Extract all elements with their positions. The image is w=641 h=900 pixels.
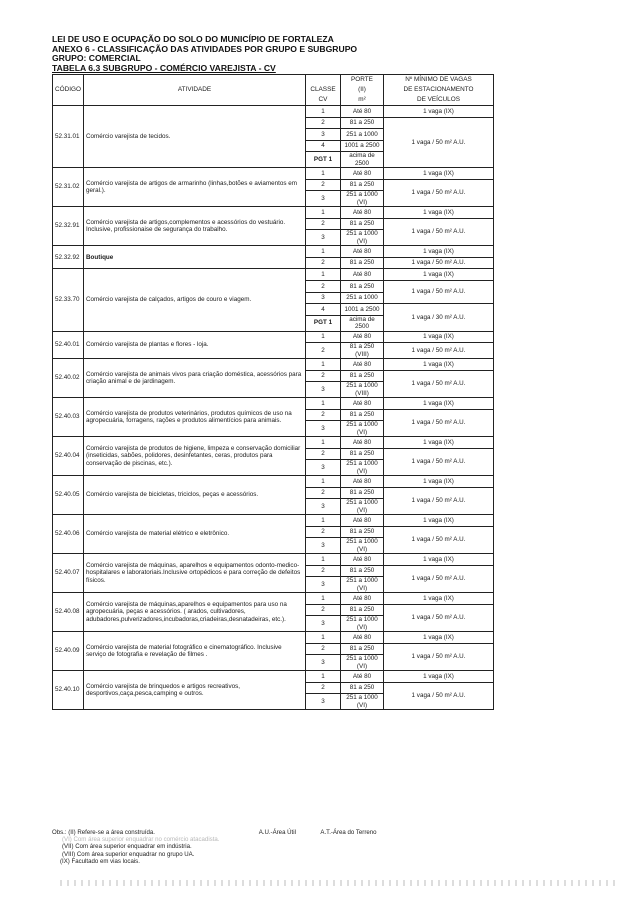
porte-cell	[341, 257, 384, 269]
footnote-vi: (VI) Com área superior enquadrar no comércio atacadista.	[62, 836, 220, 844]
porte-cell	[341, 577, 384, 593]
classe-cell: 1	[306, 670, 341, 682]
porte-cell	[341, 643, 384, 655]
footnotes	[52, 829, 377, 865]
vagas-cell: 1 vaga / 50 m² A.U.	[384, 257, 494, 269]
porte-value: 81 a 250	[349, 684, 375, 692]
porte-cell	[341, 499, 384, 515]
porte-note: (VI)	[356, 623, 368, 631]
table-title: TABELA 6.3 SUBGRUPO - COMÉRCIO VAREJISTA - CV	[52, 62, 276, 73]
activity-code: 52.40.10	[53, 670, 84, 709]
activity-code: 52.31.01	[53, 106, 84, 168]
porte-cell	[341, 526, 384, 538]
activity-code: 52.40.05	[53, 475, 84, 514]
classe-cell: 2	[306, 487, 341, 499]
porte-value: Até 80	[352, 399, 372, 407]
porte-cell	[341, 436, 384, 448]
vagas-cell: 1 vaga (IX)	[384, 168, 494, 180]
classe-cell: 1	[306, 592, 341, 604]
porte-cell	[341, 409, 384, 421]
vagas-cell: 1 vaga / 50 m² A.U.	[384, 117, 494, 168]
activity-code: 52.40.09	[53, 631, 84, 670]
porte-cell	[341, 179, 384, 191]
porte-value: Até 80	[352, 208, 372, 216]
porte-cell	[341, 448, 384, 460]
activity-code: 52.32.91	[53, 207, 84, 246]
table-row	[53, 631, 494, 643]
porte-cell	[341, 280, 384, 292]
classe-cell: 3	[306, 538, 341, 554]
classe-cell: 2	[306, 257, 341, 269]
vagas-cell: 1 vaga / 50 m² A.U.	[384, 487, 494, 514]
vagas-cell: 1 vaga (IX)	[384, 475, 494, 487]
porte-cell	[341, 370, 384, 382]
porte-cell	[341, 604, 384, 616]
porte-value: 251 a 1000	[346, 577, 378, 585]
vagas-cell: 1 vaga / 30 m² A.U.	[384, 304, 494, 331]
classe-cell: 3	[306, 577, 341, 593]
porte-note: (VI)	[356, 237, 368, 245]
document-header	[52, 35, 357, 73]
vagas-cell: 1 vaga / 50 m² A.U.	[384, 280, 494, 303]
activity-description: Comércio varejista de material fotográfico e cinematográfico. Inclusive serviço de fotografia e revelação de filmes .	[84, 631, 306, 670]
header-atividade: ATIVIDADE	[84, 75, 306, 106]
porte-cell	[341, 292, 384, 304]
classe-cell: 2	[306, 682, 341, 694]
classe-cell: 1	[306, 358, 341, 370]
classe-cell: PGT 1	[306, 152, 341, 168]
porte-note: (VI)	[356, 662, 368, 670]
porte-value: 251 a 1000	[346, 230, 378, 238]
porte-value: 81 a 250	[349, 450, 375, 458]
table-row	[53, 207, 494, 219]
porte-value: 81 a 250	[349, 343, 375, 351]
porte-cell	[341, 421, 384, 437]
footnote-vii: (VII) Com área superior enquadrar em indústria.	[62, 843, 192, 851]
footnote-ix: (IX) Facultado em vias locais.	[60, 857, 140, 865]
classe-cell: 1	[306, 553, 341, 565]
scan-noise	[60, 880, 620, 886]
porte-value: acima de 2500	[349, 152, 375, 167]
activity-description: Comércio varejista de máquinas, aparelhos e equipamentos odonto-medico-hospitalares e laboratoriais.Inclusive ortopédicos e para correção de defeitos físicos.	[84, 553, 306, 592]
table-row	[53, 475, 494, 487]
classe-cell: 1	[306, 168, 341, 180]
table-row	[53, 358, 494, 370]
group-title: GRUPO: COMERCIAL	[52, 53, 141, 64]
porte-cell	[341, 565, 384, 577]
porte-value: Até 80	[352, 333, 372, 341]
porte-cell	[341, 152, 384, 168]
activity-description: Comércio varejista de produtos de higiene, limpeza e conservação domiciliar (inseticidas, sabões, polidores, desinfetantes, ceras, produtos para conservação de piscinas, etc.).	[84, 436, 306, 475]
classe-cell: 2	[306, 409, 341, 421]
classe-cell: 3	[306, 292, 341, 304]
classe-cell: 2	[306, 343, 341, 359]
porte-note: (VI)	[356, 506, 368, 514]
table-row	[53, 514, 494, 526]
activity-code: 52.33.70	[53, 269, 84, 331]
porte-value: Até 80	[352, 169, 372, 177]
activity-description: Comércio varejista de brinquedos e artigos recreativos, desportivos,caça,pesca,camping e outros.	[84, 670, 306, 709]
law-title: LEI DE USO E OCUPAÇÃO DO SOLO DO MUNICÍPIO DE FORTALEZA	[52, 34, 334, 44]
activity-code: 52.40.08	[53, 592, 84, 631]
classe-cell: 2	[306, 448, 341, 460]
classe-cell: 1	[306, 631, 341, 643]
porte-cell	[341, 631, 384, 643]
porte-cell	[341, 191, 384, 207]
activity-description: Comércio varejista de animais vivos para criação doméstica, acessórios para criação animal e de jardinagem.	[84, 358, 306, 397]
header-classe: CLASSE	[306, 85, 341, 95]
footnote-au: A.U.-Área Útil	[258, 829, 296, 836]
porte-cell	[341, 397, 384, 409]
vagas-cell: 1 vaga (IX)	[384, 436, 494, 448]
footnote-ii: Obs.: (II) Refere-se a área construída.	[52, 829, 155, 836]
porte-cell	[341, 682, 384, 694]
vagas-cell: 1 vaga (IX)	[384, 592, 494, 604]
porte-cell	[341, 382, 384, 398]
porte-value: 251 a 1000	[346, 130, 378, 138]
porte-value: 251 a 1000	[346, 421, 378, 429]
vagas-cell: 1 vaga / 50 m² A.U.	[384, 604, 494, 631]
porte-value: Até 80	[352, 270, 372, 278]
classe-cell: 2	[306, 526, 341, 538]
table-row	[53, 331, 494, 343]
classe-cell: 4	[306, 140, 341, 152]
porte-value: 251 a 1000	[346, 294, 378, 302]
porte-value: Até 80	[352, 516, 372, 524]
header-vagas-line2: DE ESTACIONAMENTO	[384, 85, 494, 95]
table-row	[53, 436, 494, 448]
porte-value: Até 80	[352, 555, 372, 563]
classe-cell: 1	[306, 397, 341, 409]
porte-value: 81 a 250	[349, 528, 375, 536]
porte-value: 81 a 250	[349, 119, 375, 127]
porte-cell	[341, 207, 384, 219]
porte-value: 81 a 250	[349, 411, 375, 419]
table-row	[53, 106, 494, 118]
classe-cell: 1	[306, 475, 341, 487]
activity-description: Comércio varejista de produtos veterinários, produtos químicos de uso na agropecuária, forragens, rações e produtos alimentícios para animais.	[84, 397, 306, 436]
porte-value: 251 a 1000	[346, 382, 378, 390]
activity-description: Comércio varejista de plantas e flores - loja.	[84, 331, 306, 358]
porte-value: 251 a 1000	[346, 616, 378, 624]
activity-description: Comércio varejista de artigos de armarinho (linhas,botões e aviamentos em geral.).	[84, 168, 306, 207]
activity-code: 52.40.03	[53, 397, 84, 436]
porte-cell	[341, 343, 384, 359]
classe-cell: 3	[306, 616, 341, 632]
activity-description: Comércio varejista de máquinas,aparelhos e equipamentos para uso na agropecuária, peças e acessórios. ( arados, cultivadores, adubadores,pulverizadores,incubadoras,criadeiras,desnatadeiras, etc.).	[84, 592, 306, 631]
porte-value: 81 a 250	[349, 489, 375, 497]
porte-cell	[341, 670, 384, 682]
classe-cell: 3	[306, 129, 341, 141]
porte-value: 81 a 250	[349, 606, 375, 614]
classe-cell: 3	[306, 191, 341, 207]
classe-cell: 1	[306, 436, 341, 448]
classe-cell: 3	[306, 230, 341, 246]
porte-cell	[341, 218, 384, 230]
porte-value: Até 80	[352, 672, 372, 680]
classe-cell: 2	[306, 218, 341, 230]
table-body	[53, 106, 494, 710]
header-porte-line3: m²	[341, 95, 384, 106]
porte-note: (VI)	[356, 584, 368, 592]
header-vagas-line3: DE VEÍCULOS	[384, 95, 494, 106]
porte-note: (VI)	[356, 545, 368, 553]
table-row	[53, 246, 494, 258]
vagas-cell: 1 vaga (IX)	[384, 106, 494, 118]
vagas-cell: 1 vaga (IX)	[384, 397, 494, 409]
classe-cell: 1	[306, 514, 341, 526]
vagas-cell: 1 vaga / 50 m² A.U.	[384, 218, 494, 245]
vagas-cell: 1 vaga (IX)	[384, 631, 494, 643]
classe-cell: 3	[306, 460, 341, 476]
porte-value: 81 a 250	[349, 567, 375, 575]
porte-cell	[341, 487, 384, 499]
activity-description: Comércio varejista de bicicletas, triciclos, peças e acessórios.	[84, 475, 306, 514]
vagas-cell: 1 vaga (IX)	[384, 553, 494, 565]
vagas-cell: 1 vaga / 50 m² A.U.	[384, 448, 494, 475]
porte-cell	[341, 616, 384, 632]
porte-value: Até 80	[352, 107, 372, 115]
porte-value: Até 80	[352, 360, 372, 368]
activity-code: 52.31.02	[53, 168, 84, 207]
activity-description: Comércio varejista de tecidos.	[84, 106, 306, 168]
classe-cell: 3	[306, 694, 341, 710]
vagas-cell: 1 vaga (IX)	[384, 331, 494, 343]
porte-value: 1001 a 2500	[344, 142, 380, 150]
porte-cell	[341, 129, 384, 141]
porte-value: 81 a 250	[349, 645, 375, 653]
classe-cell: 2	[306, 643, 341, 655]
annex-title: ANEXO 6 - CLASSIFICAÇÃO DAS ATIVIDADES POR GRUPO E SUBGRUPO	[52, 43, 358, 54]
activity-code: 52.40.02	[53, 358, 84, 397]
porte-value: 251 a 1000	[346, 191, 378, 199]
classe-cell: 1	[306, 269, 341, 281]
porte-value: Até 80	[352, 477, 372, 485]
porte-cell	[341, 168, 384, 180]
porte-value: 81 a 250	[349, 181, 375, 189]
activity-code: 52.40.06	[53, 514, 84, 553]
porte-cell	[341, 694, 384, 710]
porte-value: 1001 a 2500	[344, 305, 380, 313]
footnote-viii: (VIII) Com área superior enquadrar no grupo UA.	[62, 850, 195, 858]
header-porte-line2: (II)	[341, 85, 384, 95]
porte-cell	[341, 475, 384, 487]
activity-description: Comércio varejista de artigos,complementos e acessórios do vestuário. Inclusive, profissionaise de segurança do trabalho.	[84, 207, 306, 246]
table-row	[53, 553, 494, 565]
porte-value: 251 a 1000	[346, 694, 378, 702]
porte-cell	[341, 106, 384, 118]
vagas-cell: 1 vaga / 50 m² A.U.	[384, 643, 494, 670]
vagas-cell: 1 vaga / 50 m² A.U.	[384, 370, 494, 397]
porte-cell	[341, 514, 384, 526]
classe-cell: 2	[306, 370, 341, 382]
header-classe-line1	[306, 75, 341, 86]
porte-cell	[341, 592, 384, 604]
vagas-cell: 1 vaga / 50 m² A.U.	[384, 409, 494, 436]
classe-cell: 3	[306, 655, 341, 671]
porte-cell	[341, 246, 384, 258]
vagas-cell: 1 vaga / 50 m² A.U.	[384, 179, 494, 206]
porte-cell	[341, 315, 384, 331]
header-classe-line2: CV	[306, 95, 341, 106]
classe-cell: 3	[306, 499, 341, 515]
porte-note: (VI)	[356, 467, 368, 475]
porte-value: 81 a 250	[349, 259, 375, 267]
classe-cell: 3	[306, 382, 341, 398]
vagas-cell: 1 vaga (IX)	[384, 514, 494, 526]
porte-cell	[341, 230, 384, 246]
header-codigo: CÓDIGO	[53, 75, 84, 106]
porte-value: Até 80	[352, 633, 372, 641]
table-row	[53, 397, 494, 409]
activity-description: Boutique	[84, 246, 306, 269]
header-porte-line1: PORTE	[341, 75, 384, 86]
footnote-at: A.T.-Área do Terreno	[320, 829, 377, 836]
classe-cell: 2	[306, 604, 341, 616]
vagas-cell: 1 vaga (IX)	[384, 246, 494, 258]
vagas-cell: 1 vaga / 50 m² A.U.	[384, 565, 494, 592]
porte-value: 81 a 250	[349, 220, 375, 228]
table-row	[53, 168, 494, 180]
classe-cell: PGT 1	[306, 315, 341, 331]
activity-code: 52.40.07	[53, 553, 84, 592]
classe-cell: 1	[306, 207, 341, 219]
table-row	[53, 670, 494, 682]
porte-value: acima de 2500	[349, 315, 375, 331]
activities-table	[52, 74, 494, 710]
porte-value: 251 a 1000	[346, 538, 378, 546]
porte-cell	[341, 117, 384, 129]
classe-cell: 3	[306, 421, 341, 437]
activity-code: 52.32.92	[53, 246, 84, 269]
classe-cell: 2	[306, 280, 341, 292]
porte-value: Até 80	[352, 438, 372, 446]
vagas-cell: 1 vaga / 50 m² A.U.	[384, 682, 494, 709]
table-header-row	[53, 75, 494, 86]
porte-value: 81 a 250	[349, 372, 375, 380]
porte-cell	[341, 140, 384, 152]
table-row	[53, 592, 494, 604]
classe-cell: 2	[306, 565, 341, 577]
activity-code: 52.40.04	[53, 436, 84, 475]
porte-note: (VIII)	[355, 389, 369, 397]
porte-value: 81 a 250	[349, 282, 375, 290]
porte-note: (VIII)	[355, 350, 369, 358]
porte-value: 251 a 1000	[346, 655, 378, 663]
porte-cell	[341, 460, 384, 476]
classe-cell: 1	[306, 246, 341, 258]
porte-cell	[341, 655, 384, 671]
table-row	[53, 269, 494, 281]
vagas-cell: 1 vaga (IX)	[384, 269, 494, 281]
classe-cell: 1	[306, 106, 341, 118]
classe-cell: 4	[306, 304, 341, 316]
classe-cell: 1	[306, 331, 341, 343]
porte-cell	[341, 304, 384, 316]
porte-cell	[341, 358, 384, 370]
porte-value: 251 a 1000	[346, 499, 378, 507]
classe-cell: 2	[306, 179, 341, 191]
vagas-cell: 1 vaga (IX)	[384, 358, 494, 370]
header-vagas-line1: Nº MÍNIMO DE VAGAS	[384, 75, 494, 86]
porte-value: 251 a 1000	[346, 460, 378, 468]
activity-description: Comércio varejista de material elétrico e eletrônico.	[84, 514, 306, 553]
porte-cell	[341, 538, 384, 554]
porte-note: (VI)	[356, 198, 368, 206]
vagas-cell: 1 vaga (IX)	[384, 207, 494, 219]
porte-cell	[341, 553, 384, 565]
porte-cell	[341, 331, 384, 343]
vagas-cell: 1 vaga (IX)	[384, 670, 494, 682]
porte-note: (VI)	[356, 701, 368, 709]
porte-note: (VI)	[356, 428, 368, 436]
activity-description: Comércio varejista de calçados, artigos de couro e viagem.	[84, 269, 306, 331]
vagas-cell: 1 vaga / 50 m² A.U.	[384, 526, 494, 553]
porte-value: Até 80	[352, 594, 372, 602]
vagas-cell: 1 vaga / 50 m² A.U.	[384, 343, 494, 359]
porte-cell	[341, 269, 384, 281]
classe-cell: 2	[306, 117, 341, 129]
activity-code: 52.40.01	[53, 331, 84, 358]
porte-value: Até 80	[352, 247, 372, 255]
